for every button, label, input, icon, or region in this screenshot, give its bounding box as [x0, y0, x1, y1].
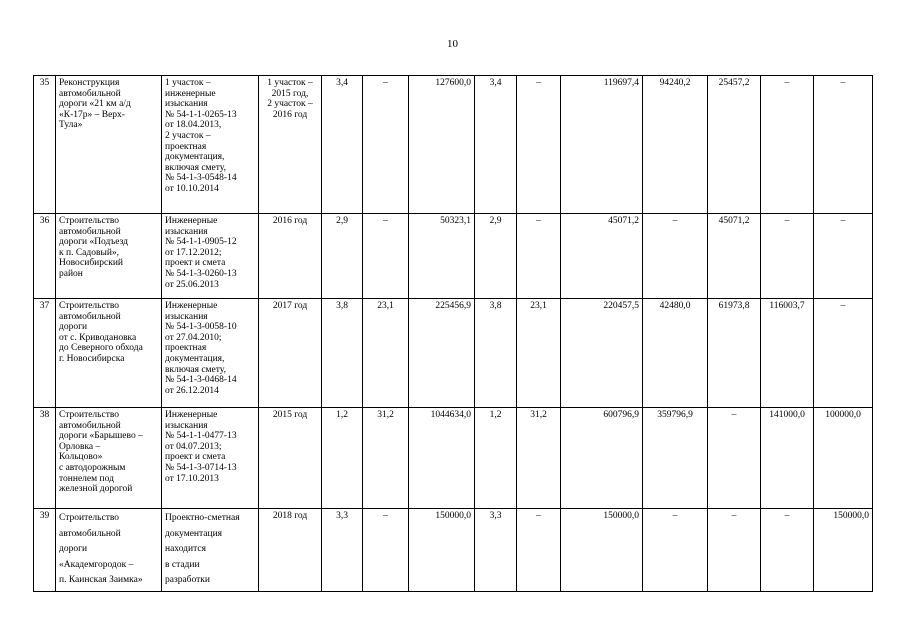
cell-value-6: 119697,4: [561, 76, 643, 214]
cell-value-4: 1,2: [475, 408, 517, 509]
cell-value-10: –: [814, 299, 873, 408]
cell-documentation: Инженерные изыскания № 54-1-3-0058-10 от 27.04.2010; проектная документация, включая смету, № 54-1-3-0468-14 от 26.12.2014: [162, 299, 259, 408]
cell-number: 39: [34, 509, 56, 592]
cell-value-2: 23,1: [363, 299, 409, 408]
table-row: [34, 214, 873, 299]
cell-value-5: –: [517, 509, 561, 592]
cell-documentation: Инженерные изыскания № 54-1-1-0905-12 от 17.12.2012; проект и смета № 54-1-3-0260-13 от 25.06.2013: [162, 214, 259, 299]
cell-value-2: 31,2: [363, 408, 409, 509]
cell-value-1: 3,3: [322, 509, 363, 592]
cell-value-6: 600796,9: [561, 408, 643, 509]
cell-value-4: 3,3: [475, 509, 517, 592]
table-row: [34, 299, 873, 408]
cell-project-name: Строительство автомобильной дороги «Академгородок – п. Каинская Заимка»: [56, 509, 162, 592]
cell-project-name: Строительство автомобильной дороги «Барышево – Орловка – Кольцово» с автодорожным тоннелем под железной дорогой: [56, 408, 162, 509]
cell-value-9: 141000,0: [761, 408, 814, 509]
cell-value-8: –: [708, 408, 761, 509]
cell-value-6: 220457,5: [561, 299, 643, 408]
cell-value-8: 61973,8: [708, 299, 761, 408]
cell-value-6: 150000,0: [561, 509, 643, 592]
cell-value-9: –: [761, 509, 814, 592]
cell-value-10: –: [814, 214, 873, 299]
table-row: [34, 509, 873, 592]
cell-value-3: 225456,9: [409, 299, 475, 408]
cell-value-8: 25457,2: [708, 76, 761, 214]
cell-value-1: 1,2: [322, 408, 363, 509]
cell-value-5: –: [517, 76, 561, 214]
cell-number: 36: [34, 214, 56, 299]
cell-value-10: 100000,0: [814, 408, 873, 509]
cell-number: 35: [34, 76, 56, 214]
cell-period: 1 участок – 2015 год, 2 участок – 2016 год: [259, 76, 322, 214]
cell-documentation: Инженерные изыскания № 54-1-1-0477-13 от 04.07.2013; проект и смета № 54-1-3-0714-13 от 17.10.2013: [162, 408, 259, 509]
cell-documentation: Проектно-сметная документация находится в стадии разработки: [162, 509, 259, 592]
cell-value-3: 127600,0: [409, 76, 475, 214]
cell-value-9: 116003,7: [761, 299, 814, 408]
cell-value-5: –: [517, 214, 561, 299]
cell-value-4: 3,8: [475, 299, 517, 408]
table-row: [34, 408, 873, 509]
cell-value-10: –: [814, 76, 873, 214]
cell-value-5: 23,1: [517, 299, 561, 408]
cell-value-1: 3,4: [322, 76, 363, 214]
cell-value-7: 94240,2: [643, 76, 708, 214]
cell-value-9: –: [761, 214, 814, 299]
cell-value-7: 42480,0: [643, 299, 708, 408]
cell-project-name: Строительство автомобильной дороги от с. Криводановка до Северного обхода г. Новосибирска: [56, 299, 162, 408]
cell-value-8: –: [708, 509, 761, 592]
cell-period: 2015 год: [259, 408, 322, 509]
cell-value-9: –: [761, 76, 814, 214]
cell-value-2: –: [363, 509, 409, 592]
cell-number: 38: [34, 408, 56, 509]
cell-number: 37: [34, 299, 56, 408]
cell-value-1: 2,9: [322, 214, 363, 299]
cell-value-2: –: [363, 76, 409, 214]
cell-value-4: 3,4: [475, 76, 517, 214]
table-row: [34, 76, 873, 214]
cell-value-4: 2,9: [475, 214, 517, 299]
cell-value-6: 45071,2: [561, 214, 643, 299]
cell-value-8: 45071,2: [708, 214, 761, 299]
cell-period: 2018 год: [259, 509, 322, 592]
cell-documentation: 1 участок – инженерные изыскания № 54-1-1-0265-13 от 18.04.2013, 2 участок – проектная документация, включая смету, № 54-1-3-0548-14 от 10.10.2014: [162, 76, 259, 214]
cell-value-7: 359796,9: [643, 408, 708, 509]
cell-value-5: 31,2: [517, 408, 561, 509]
page-number: 10: [447, 38, 458, 50]
cell-project-name: Строительство автомобильной дороги «Подъезд к п. Садовый», Новосибирский район: [56, 214, 162, 299]
cell-value-3: 50323,1: [409, 214, 475, 299]
cell-value-7: –: [643, 214, 708, 299]
cell-value-3: 1044634,0: [409, 408, 475, 509]
projects-table: [33, 75, 873, 592]
cell-value-7: –: [643, 509, 708, 592]
cell-value-10: 150000,0: [814, 509, 873, 592]
cell-value-1: 3,8: [322, 299, 363, 408]
cell-period: 2016 год: [259, 214, 322, 299]
cell-project-name: Реконструкция автомобильной дороги «21 км а/д «К-17р» – Верх- Тула»: [56, 76, 162, 214]
cell-period: 2017 год: [259, 299, 322, 408]
cell-value-3: 150000,0: [409, 509, 475, 592]
cell-value-2: –: [363, 214, 409, 299]
